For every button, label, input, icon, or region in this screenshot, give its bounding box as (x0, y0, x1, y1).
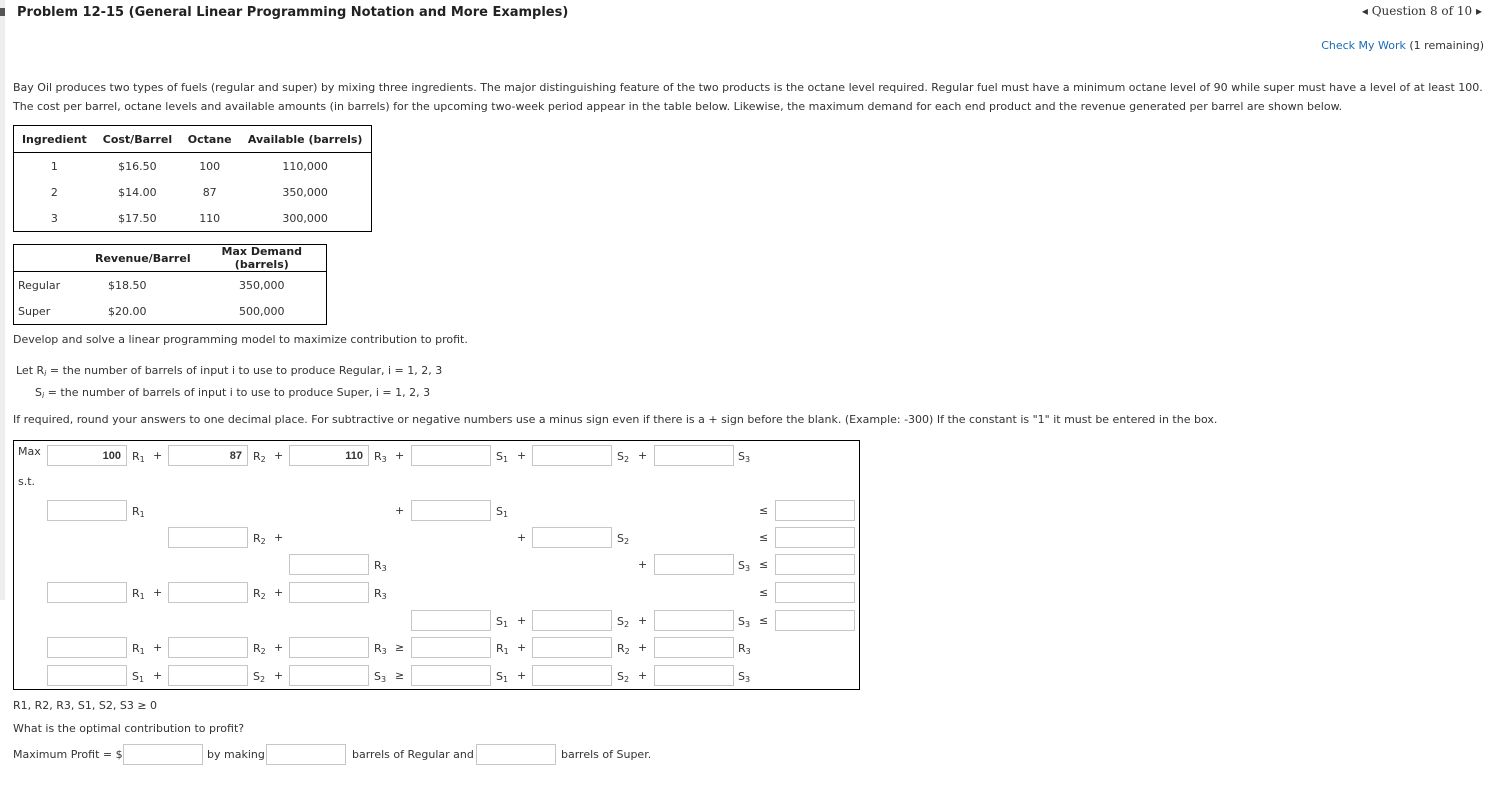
var-label-s1: $S_1$ (496, 505, 509, 519)
nonnegativity-constraint: R1, R2, R3, S1, S2, S3 ≥ 0 (13, 699, 158, 712)
table-cell: 3 (50, 211, 58, 225)
products-header (14, 245, 89, 272)
regular-suffix-label: barrels of Regular and (352, 748, 474, 761)
leq-sign: ≤ (759, 504, 769, 517)
var-label-r2: $R_2$ (253, 532, 266, 546)
constraint-7-rhs-s2[interactable] (532, 665, 612, 686)
table-cell: $20.00 (108, 304, 147, 318)
constraint-3-coef-s3[interactable] (654, 554, 734, 575)
r-sub: i (44, 369, 47, 378)
leq-sign: ≤ (759, 614, 769, 627)
table-row (14, 272, 327, 299)
var-label-r3: $R_3$ (374, 450, 387, 464)
plus-sign: + (638, 669, 648, 682)
constraint-6-rhs-r2[interactable] (532, 637, 612, 658)
constraint-6-coef-r1[interactable] (47, 637, 127, 658)
plus-sign: + (153, 669, 163, 682)
r-var: R (36, 364, 45, 377)
table-row (14, 153, 372, 180)
plus-sign: + (395, 449, 405, 462)
plus-sign: + (517, 531, 527, 544)
var-label-s1: $S_1$ (496, 615, 509, 629)
var-label-r3: $R_3$ (374, 642, 387, 656)
constraint-6-coef-r2[interactable] (168, 637, 248, 658)
var-label-s2: $S_2$ (253, 670, 266, 684)
left-edge-strip (0, 0, 5, 600)
check-my-work-link[interactable]: Check My Work (1321, 39, 1406, 52)
constraint-3-rhs[interactable] (775, 554, 855, 575)
var-label-r1: $R_1$ (132, 505, 145, 519)
ingredients-header: Octane (180, 126, 239, 153)
plus-sign: + (274, 586, 284, 599)
table-cell: 300,000 (282, 211, 328, 225)
problem-title: Problem 12-15 (General Linear Programming Notation and More Examples) (17, 5, 569, 20)
geq-sign: ≥ (395, 641, 405, 654)
var-label-s2: $S_2$ (617, 532, 630, 546)
table-cell: Regular (18, 278, 61, 292)
left-edge-marker (0, 8, 5, 16)
table-row (14, 179, 372, 205)
super-suffix-label: barrels of Super. (561, 748, 652, 761)
definition-s (35, 386, 430, 400)
question-navigator[interactable]: ◂ Question 8 of 10 ▸ (1361, 4, 1482, 18)
plus-sign: + (274, 641, 284, 654)
table-row (14, 298, 327, 325)
constraint-7-coef-r2[interactable] (168, 665, 248, 686)
check-my-work (1321, 39, 1484, 52)
var-label-r3: $R_3$ (374, 559, 387, 573)
constraint-4-coef-r3[interactable] (289, 582, 369, 603)
table-cell: 1 (50, 159, 58, 173)
var-label-s1: $S_1$ (132, 670, 145, 684)
by-making-label: by making (207, 748, 265, 761)
s-sub: i (41, 391, 45, 400)
st-label: s.t. (18, 475, 36, 488)
optimal-profit-question: What is the optimal contribution to profit? (13, 722, 245, 735)
let-label: Let (16, 364, 34, 377)
objective-coef-r1[interactable] (47, 445, 127, 466)
products-table (13, 244, 327, 325)
constraint-1-coef-r1[interactable] (47, 500, 127, 521)
definition-r (16, 364, 442, 378)
table-cell: 500,000 (239, 304, 285, 318)
ingredients-header: Cost/Barrel (95, 126, 180, 153)
plus-sign: + (517, 449, 527, 462)
table-cell: 2 (50, 185, 58, 199)
var-label-r1: $R_1$ (496, 642, 509, 656)
var-label-s1: $S_1$ (496, 450, 509, 464)
constraint-5-coef-s2[interactable] (532, 610, 612, 631)
table-cell: $17.50 (118, 211, 157, 225)
ingredients-table (13, 125, 372, 232)
leq-sign: ≤ (759, 531, 769, 544)
constraint-7-coef-r3[interactable] (289, 665, 369, 686)
constraint-4-coef-r1[interactable] (47, 582, 127, 603)
table-cell: 100 (199, 159, 221, 173)
plus-sign: + (517, 641, 527, 654)
var-label-r2: $R_2$ (617, 642, 630, 656)
table-cell: $18.50 (108, 278, 147, 292)
var-label-s3: $S_3$ (738, 615, 751, 629)
plus-sign: + (638, 558, 648, 571)
table-cell: 110 (199, 211, 221, 225)
s-definition: = the number of barrels of input i to use to produce Super, i = 1, 2, 3 (44, 386, 431, 399)
table-cell: $14.00 (118, 185, 157, 199)
constraint-7-coef-r1[interactable] (47, 665, 127, 686)
constraint-5-coef-s3[interactable] (654, 610, 734, 631)
constraint-4-coef-r2[interactable] (168, 582, 248, 603)
var-label-s2: $S_2$ (617, 615, 630, 629)
var-label-r1: $R_1$ (132, 642, 145, 656)
var-label-r2: $R_2$ (253, 450, 266, 464)
var-label-s1: $S_1$ (496, 670, 509, 684)
plus-sign: + (274, 449, 284, 462)
table-cell: 110,000 (282, 159, 328, 173)
table-cell: 350,000 (282, 185, 328, 199)
plus-sign: + (517, 614, 527, 627)
geq-sign: ≥ (395, 669, 405, 682)
products-header: Revenue/Barrel (88, 245, 198, 272)
var-label-s3: $S_3$ (738, 670, 751, 684)
var-label-r2: $R_2$ (253, 587, 266, 601)
plus-sign: + (638, 614, 648, 627)
constraint-1-rhs[interactable] (775, 500, 855, 521)
problem-intro: Bay Oil produces two types of fuels (regular and super) by mixing three ingredients. The major distinguishing feature of the two products is the octane level required. Regular fuel must have a minimum octane level of 90 while super must have a level of at least 100. The cost per barrel, octane levels and available amounts (in barrels) for the upcoming two-week period appear in the table below. Likewise, the maximum demand for each end product and the revenue generated per barrel are shown below. (13, 81, 1483, 113)
plus-sign: + (153, 586, 163, 599)
ingredients-header: Ingredient (14, 126, 95, 153)
constraint-2-coef-s2[interactable] (532, 527, 612, 548)
plus-sign: + (274, 669, 284, 682)
var-label-r1: $R_1$ (132, 587, 145, 601)
s-var: S (35, 386, 42, 399)
var-label-r3: $R_3$ (738, 642, 751, 656)
constraint-3-coef-r3[interactable] (289, 554, 369, 575)
leq-sign: ≤ (759, 586, 769, 599)
objective-coef-r3[interactable] (289, 445, 369, 466)
max-label: Max (18, 445, 41, 458)
ingredients-header: Available (barrels) (239, 126, 371, 153)
constraint-7-rhs-s1[interactable] (411, 665, 491, 686)
constraint-5-rhs[interactable] (775, 610, 855, 631)
plus-sign: + (153, 641, 163, 654)
check-remaining: (1 remaining) (1409, 39, 1484, 52)
max-profit-input[interactable] (123, 744, 203, 765)
constraint-2-coef-r2[interactable] (168, 527, 248, 548)
var-label-r3: $R_3$ (374, 587, 387, 601)
constraint-4-rhs[interactable] (775, 582, 855, 603)
objective-coef-s1[interactable] (411, 445, 491, 466)
constraint-6-coef-r3[interactable] (289, 637, 369, 658)
constraint-1-coef-s1[interactable] (411, 500, 491, 521)
regular-barrels-input[interactable] (266, 744, 346, 765)
plus-sign: + (638, 449, 648, 462)
objective-coef-s3[interactable] (654, 445, 734, 466)
r-definition: = the number of barrels of input i to use to produce Regular, i = 1, 2, 3 (46, 364, 443, 377)
objective-coef-r2[interactable] (168, 445, 248, 466)
super-barrels-input[interactable] (476, 744, 556, 765)
plus-sign: + (638, 641, 648, 654)
instructions: If required, round your answers to one decimal place. For subtractive or negative numbers use a minus sign even if there is a + sign before the blank. (Example: -300) If the constant is "1" it must be entered in the box. (13, 413, 1218, 426)
var-label-r2: $R_2$ (253, 642, 266, 656)
var-label-s2: $S_2$ (617, 670, 630, 684)
table-row (14, 205, 372, 232)
objective-coef-s2[interactable] (532, 445, 612, 466)
var-label-s3: $S_3$ (738, 559, 751, 573)
products-header: Max Demand (barrels) (198, 245, 327, 272)
var-label-s3: $S_3$ (738, 450, 751, 464)
plus-sign: + (517, 669, 527, 682)
var-label-s2: $S_2$ (617, 450, 630, 464)
var-label-r1: $R_1$ (132, 450, 145, 464)
table-cell: $16.50 (118, 159, 157, 173)
var-label-s3: $S_3$ (374, 670, 387, 684)
constraint-6-rhs-r1[interactable] (411, 637, 491, 658)
plus-sign: + (395, 504, 405, 517)
table-cell: 350,000 (239, 278, 285, 292)
constraint-6-rhs-r3[interactable] (654, 637, 734, 658)
table-cell: 87 (202, 185, 217, 199)
plus-sign: + (153, 449, 163, 462)
constraint-7-rhs-s3[interactable] (654, 665, 734, 686)
constraint-2-rhs[interactable] (775, 527, 855, 548)
max-profit-label: Maximum Profit = $ (13, 748, 123, 761)
leq-sign: ≤ (759, 558, 769, 571)
constraint-5-coef-s1[interactable] (411, 610, 491, 631)
table-cell: Super (18, 304, 51, 318)
plus-sign: + (274, 531, 284, 544)
develop-text: Develop and solve a linear programming model to maximize contribution to profit. (13, 333, 468, 346)
